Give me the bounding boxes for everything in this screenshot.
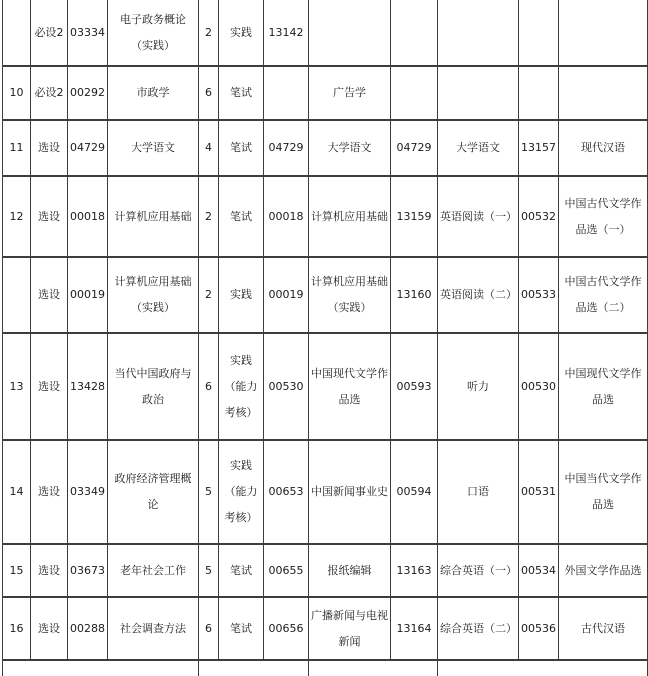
course-code-1: 13428 xyxy=(68,333,108,440)
credits: 4 xyxy=(199,120,219,176)
course-category: 选设 xyxy=(31,597,68,660)
course-code-2: 00530 xyxy=(264,333,309,440)
merged-cell xyxy=(199,660,309,676)
course-name-2 xyxy=(309,0,391,66)
course-name-1: 电子政务概论（实践） xyxy=(108,0,199,66)
course-name-3: 听力 xyxy=(438,333,519,440)
course-name-3 xyxy=(438,66,519,120)
course-name-3: 综合英语（二） xyxy=(438,597,519,660)
course-code-4 xyxy=(519,0,559,66)
course-category: 选设 xyxy=(31,176,68,257)
row-number: 11 xyxy=(3,120,31,176)
course-name-1: 政府经济管理概论 xyxy=(108,440,199,544)
course-code-4: 00534 xyxy=(519,544,559,597)
row-number: 10 xyxy=(3,66,31,120)
course-name-1: 市政学 xyxy=(108,66,199,120)
course-code-3: 13164 xyxy=(391,597,438,660)
course-code-2: 13142 xyxy=(264,0,309,66)
credits: 6 xyxy=(199,333,219,440)
course-name-3: 英语阅读（一） xyxy=(438,176,519,257)
course-code-2: 00019 xyxy=(264,257,309,333)
merged-cell xyxy=(3,660,199,676)
table-row xyxy=(3,0,648,66)
row-number: 13 xyxy=(3,333,31,440)
course-name-3: 综合英语（一） xyxy=(438,544,519,597)
row-number: 15 xyxy=(3,544,31,597)
exam-type: 实践（能力考核） xyxy=(219,440,264,544)
credits: 2 xyxy=(199,0,219,66)
course-name-2: 计算机应用基础（实践） xyxy=(309,257,391,333)
credits: 5 xyxy=(199,440,219,544)
table-row xyxy=(3,120,648,176)
course-code-1: 00019 xyxy=(68,257,108,333)
course-name-3 xyxy=(438,0,519,66)
course-code-2: 00655 xyxy=(264,544,309,597)
course-code-4: 00532 xyxy=(519,176,559,257)
course-code-4: 13157 xyxy=(519,120,559,176)
course-code-2: 00653 xyxy=(264,440,309,544)
course-code-3: 00593 xyxy=(391,333,438,440)
course-code-3 xyxy=(391,0,438,66)
course-name-3: 英语阅读（二） xyxy=(438,257,519,333)
course-name-2: 中国现代文学作品选 xyxy=(309,333,391,440)
credits: 5 xyxy=(199,544,219,597)
row-number: 16 xyxy=(3,597,31,660)
course-name-1: 计算机应用基础 xyxy=(108,176,199,257)
row-number xyxy=(3,257,31,333)
exam-type: 笔试 xyxy=(219,597,264,660)
course-name-4: 中国古代文学作品选（二） xyxy=(559,257,648,333)
course-name-1: 计算机应用基础（实践） xyxy=(108,257,199,333)
course-code-3: 13163 xyxy=(391,544,438,597)
course-name-4 xyxy=(559,66,648,120)
course-code-4 xyxy=(519,66,559,120)
credits: 6 xyxy=(199,597,219,660)
table-row xyxy=(3,66,648,120)
course-name-4: 外国文学作品选 xyxy=(559,544,648,597)
row-number: 14 xyxy=(3,440,31,544)
course-code-2 xyxy=(264,66,309,120)
course-code-1: 04729 xyxy=(68,120,108,176)
course-category: 选设 xyxy=(31,333,68,440)
course-code-4: 00531 xyxy=(519,440,559,544)
course-code-1: 00288 xyxy=(68,597,108,660)
course-code-4: 00536 xyxy=(519,597,559,660)
course-name-2: 中国新闻事业史 xyxy=(309,440,391,544)
credits: 2 xyxy=(199,257,219,333)
exam-type: 实践 xyxy=(219,0,264,66)
exam-type: 实践 xyxy=(219,257,264,333)
course-code-3: 13159 xyxy=(391,176,438,257)
course-code-3: 00594 xyxy=(391,440,438,544)
course-code-2: 04729 xyxy=(264,120,309,176)
exam-type: 笔试 xyxy=(219,176,264,257)
course-table xyxy=(2,0,648,676)
course-code-1: 00292 xyxy=(68,66,108,120)
course-code-1: 03334 xyxy=(68,0,108,66)
exam-type: 实践（能力考核） xyxy=(219,333,264,440)
table-row xyxy=(3,176,648,257)
table-row xyxy=(3,440,648,544)
course-category: 选设 xyxy=(31,544,68,597)
course-name-1: 社会调查方法 xyxy=(108,597,199,660)
merged-cell xyxy=(438,660,648,676)
exam-type: 笔试 xyxy=(219,544,264,597)
course-category: 必设2 xyxy=(31,0,68,66)
table-row xyxy=(3,257,648,333)
course-name-2: 广播新闻与电视新闻 xyxy=(309,597,391,660)
table-row xyxy=(3,333,648,440)
course-code-4: 00533 xyxy=(519,257,559,333)
course-category: 选设 xyxy=(31,120,68,176)
course-name-4: 古代汉语 xyxy=(559,597,648,660)
course-name-4: 现代汉语 xyxy=(559,120,648,176)
course-code-2: 00656 xyxy=(264,597,309,660)
course-name-1: 大学语文 xyxy=(108,120,199,176)
course-name-1: 老年社会工作 xyxy=(108,544,199,597)
course-name-2: 广告学 xyxy=(309,66,391,120)
course-name-3: 大学语文 xyxy=(438,120,519,176)
course-name-4 xyxy=(559,0,648,66)
course-table-body xyxy=(3,0,648,676)
course-code-3: 13160 xyxy=(391,257,438,333)
table-row xyxy=(3,597,648,660)
table-footer-row xyxy=(3,660,648,676)
course-code-1: 03349 xyxy=(68,440,108,544)
exam-type: 笔试 xyxy=(219,66,264,120)
course-name-2: 大学语文 xyxy=(309,120,391,176)
course-name-4: 中国当代文学作品选 xyxy=(559,440,648,544)
course-code-1: 03673 xyxy=(68,544,108,597)
course-name-2: 计算机应用基础 xyxy=(309,176,391,257)
credits: 6 xyxy=(199,66,219,120)
course-name-3: 口语 xyxy=(438,440,519,544)
table-row xyxy=(3,544,648,597)
course-name-4: 中国古代文学作品选（一） xyxy=(559,176,648,257)
course-name-2: 报纸编辑 xyxy=(309,544,391,597)
course-code-4: 00530 xyxy=(519,333,559,440)
course-category: 选设 xyxy=(31,257,68,333)
credits: 2 xyxy=(199,176,219,257)
exam-type: 笔试 xyxy=(219,120,264,176)
course-code-2: 00018 xyxy=(264,176,309,257)
course-code-1: 00018 xyxy=(68,176,108,257)
course-category: 必设2 xyxy=(31,66,68,120)
row-number xyxy=(3,0,31,66)
row-number: 12 xyxy=(3,176,31,257)
course-category: 选设 xyxy=(31,440,68,544)
course-code-3: 04729 xyxy=(391,120,438,176)
course-name-4: 中国现代文学作品选 xyxy=(559,333,648,440)
merged-cell xyxy=(309,660,438,676)
course-name-1: 当代中国政府与政治 xyxy=(108,333,199,440)
course-code-3 xyxy=(391,66,438,120)
